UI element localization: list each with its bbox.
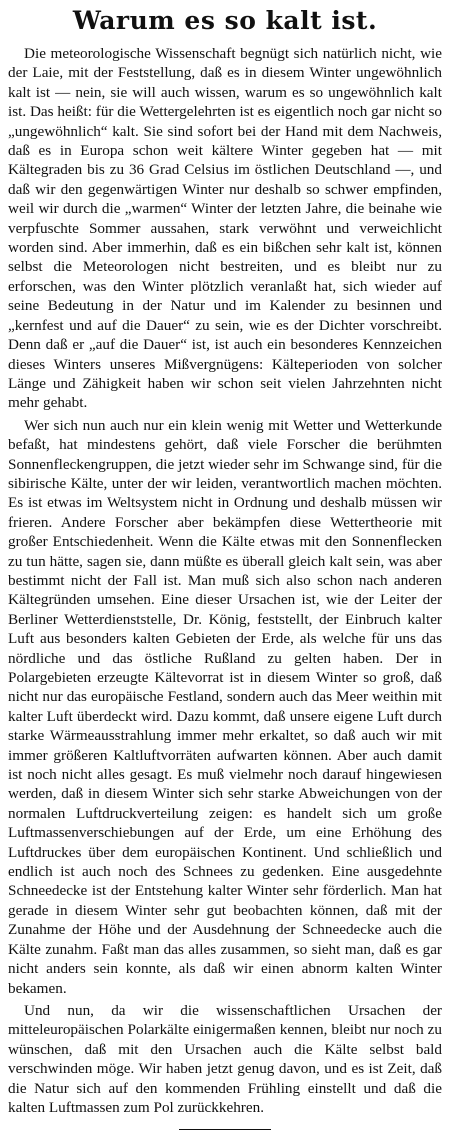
newspaper-article — [8, 4, 442, 1130]
article-paragraph-2: Wer sich nun auch nur ein klein wenig mit Wetter und Wetterkunde befaßt, hat mindestens gehört, daß viele Forscher die berühmten Sonnenfleckengruppen, die jetzt wieder sehr im Schwange sind, für die sibirische Kälte, unter der wir leiden, verantwortlich machen möchten. Es ist etwas im Weltsystem nicht in Ordnung und deshalb müssen wir frieren. Andere Forscher aber bekämpfen diese Wettertheorie mit großer Entschiedenheit. Wenn die Kälte etwas mit den Sonnenflecken zu tun hätte, sagen sie, dann müßte es überall gleich kalt sein, was aber bestimmt nicht der Fall ist. Man muß sich also schon nach anderen Kältegründen umsehen. Eine dieser Ursachen ist, wie der Leiter der Berliner Wetterdienststelle, Dr. König, feststellt, der Einbruch kalter Luft aus besonders kalten Gebieten der Erde, als welche für uns das nördliche und das östliche Rußland zu gelten haben. Der in Polargebieten erzeugte Kältevorrat ist in diesem Winter so groß, daß nicht nur das europäische Festland, sondern auch das Meer weithin mit kalter Luft überdeckt wird. Dazu kommt, daß unsere eigene Luft durch starke Wärmeausstrahlung immer mehr erkaltet, so daß auch wir mit immer größeren Kaltluftvorräten aufwarten können. Aber auch damit ist noch nicht alles gesagt. Es muß vielmehr noch darauf hingewiesen werden, daß in diesem Winter sich sehr starke Abweichungen von der normalen Luftdruckverteilung zeigen: es handelt sich um große Luftmassenverschiebungen auf der Erde, um eine Erhöhung des Luftdruckes über dem europäischen Kontinent. Und schließlich und endlich ist auch noch des Schnees zu gedenken. Eine ausgedehnte Schneedecke ist der Entstehung kalter Winter sehr förderlich. Man hat gerade in diesem Winter sehr gut beobachten können, daß mit der Zunahme der Höhe und der Ausdehnung der Schneedecke auch die Kälte zunahm. Faßt man das alles zusammen, so sieht man, daß es gar nicht anders sein konnte, als daß wir einen abnorm kalten Winter bekamen. — [8, 416, 442, 997]
article-paragraph-3: Und nun, da wir die wissenschaftlichen Ursachen der mitteleuropäischen Polarkälte einigermaßen kennen, bleibt nur noch zu wünschen, daß mit den Ursachen auch die Kälte selbst bald verschwinden möge. Wir haben jetzt genug davon, und es ist Zeit, daß die Natur sich auf den kommenden Frühling einstellt und daß die kalten Luftmassen zum Pol zurückkehren. — [8, 1001, 442, 1116]
article-headline: Warum es so kalt ist. — [72, 6, 378, 35]
article-paragraph-1: Die meteorologische Wissenschaft begnügt sich natürlich nicht, wie der Laie, mit der Feststellung, daß es in diesem Winter ungewöhnlich kalt ist — nein, sie will auch wissen, warum es so ungewöhnlich kalt ist. Das heißt: für die Wettergelehrten ist es eigentlich noch gar nicht so „ungewöhnlich“ kalt. Sie sind sofort bei der Hand mit dem Nachweis, daß es in Europa schon weit kältere Winter gegeben hat — mit Kältegraden bis zu 36 Grad Celsius im östlichen Deutschland —, und daß wir den gegenwärtigen Winter nur deshalb so schwer empfinden, weil wir durch die „warmen“ Winter der letzten Jahre, die beinahe wie verpfuschte Sommer aussahen, stark verwöhnt und verweichlicht worden sind. Aber immerhin, daß es ein bißchen sehr kalt ist, können selbst die Meteorologen nicht bestreiten, und es bleibt nur zu erforschen, was den Winter plötzlich veranlaßt hat, sich wieder auf seine Bedeutung in der Natur und im Kalender zu besinnen und „kernfest und auf die Dauer“ zu sein, wie es der Dichter vorschreibt. Denn daß er „auf die Dauer“ ist, ist auch ein besonderes Kennzeichen dieses Winters unseres Mißvergnügens: Kälteperioden von solcher Länge und Zähigkeit haben wir schon seit vielen Jahrzehnten nicht mehr gehabt. — [8, 45, 442, 412]
end-rule-divider — [179, 1129, 271, 1130]
